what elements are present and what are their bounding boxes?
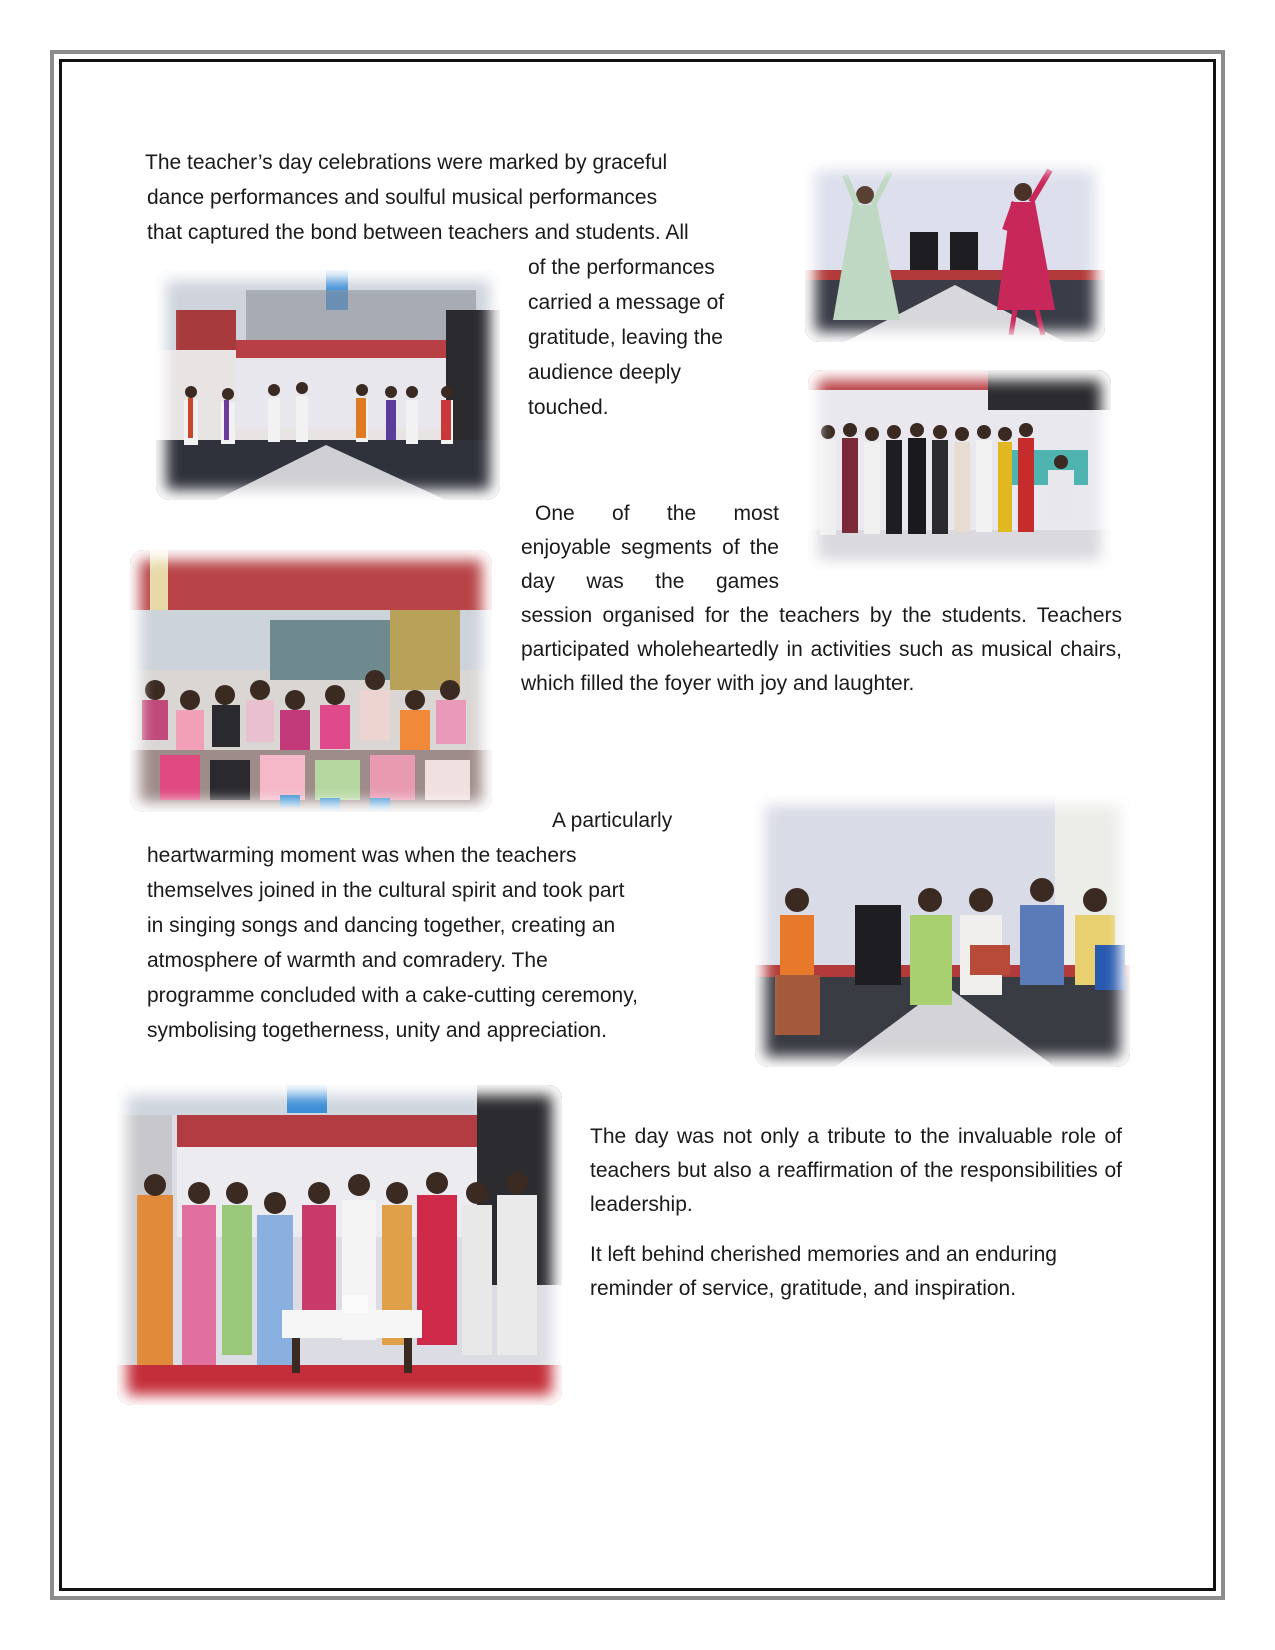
paragraph-3-line-3: themselves joined in the cultural spirit and took part	[147, 879, 625, 902]
paragraph-1-line-2: dance performances and soulful musical performances	[147, 186, 658, 209]
paragraph-1-line-3: that captured the bond between teachers and students. All	[147, 221, 689, 244]
paragraph-1-line-1: The teacher’s day celebrations were marked by graceful	[145, 151, 668, 174]
paragraph-1-line-4: of the performances	[528, 256, 715, 279]
paragraph-2-wide: session organised for the teachers by the students. Teachers participated wholeheartedly in activities such as musical chairs, which filled the foyer with joy and laughter.	[521, 604, 1122, 695]
paragraph-3-line-6: programme concluded with a cake-cutting ceremony,	[147, 984, 639, 1007]
photo-cake-cutting	[117, 1085, 562, 1405]
paragraph-5-line-1: It left behind cherished memories and an enduring	[590, 1243, 1057, 1266]
photo-singing-group	[808, 370, 1111, 570]
paragraph-4: The day was not only a tribute to the invaluable role of teachers but also a reaffirmation of the responsibilities of leadership.	[590, 1125, 1122, 1216]
paragraph-1-line-7: audience deeply	[528, 361, 681, 384]
paragraph-3-line-7: symbolising togetherness, unity and appreciation.	[147, 1019, 607, 1042]
paragraph-1-line-5: carried a message of	[528, 291, 725, 314]
paragraph-2-narrow: One of the most enjoyable segments of the day was the games	[521, 502, 779, 593]
paragraph-5-line-2: reminder of service, gratitude, and inspiration.	[590, 1277, 1017, 1300]
photo-dance-duo	[805, 160, 1105, 342]
paragraph-3-line-1: A particularly	[552, 809, 673, 832]
paragraph-1-line-6: gratitude, leaving the	[528, 326, 723, 349]
photo-musical-chairs	[130, 550, 492, 812]
paragraph-3-line-5: atmosphere of warmth and comradery. The	[147, 949, 548, 972]
photo-teachers-seated	[755, 795, 1130, 1067]
paragraph-3-line-2: heartwarming moment was when the teachers	[147, 844, 577, 867]
photo-group-dance	[156, 270, 500, 500]
paragraph-3-line-4: in singing songs and dancing together, creating an	[147, 914, 616, 937]
paragraph-1-line-8: touched.	[528, 396, 609, 419]
